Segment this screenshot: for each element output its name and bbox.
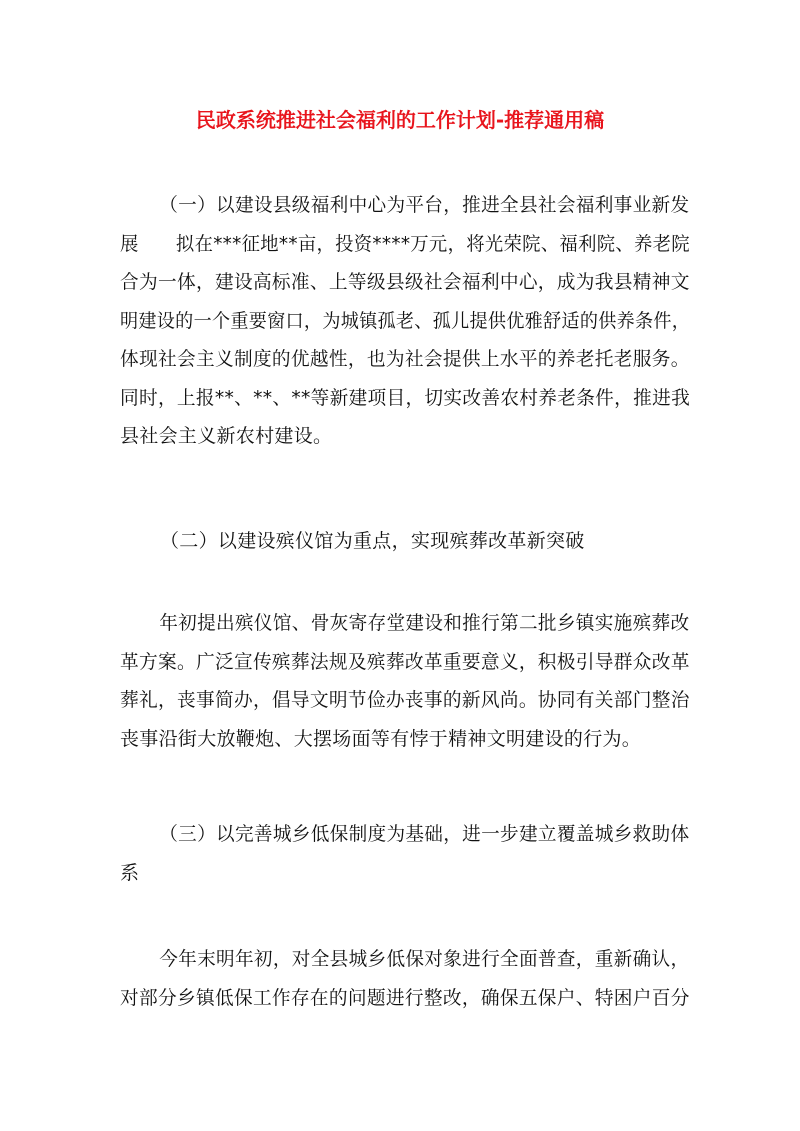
document-title: 民政系统推进社会福利的工作计划-推荐通用稿	[195, 108, 605, 132]
paragraph-2	[120, 522, 690, 561]
paragraph-line: 今年末明年初，对全县城乡低保对象进行全面普查，重新确认，	[159, 948, 690, 970]
paragraph-line: （一）以建设县级福利中心为平台，推进全县社会福利事业新发	[159, 194, 690, 216]
paragraph-line: 同时，上报**、**、**等新建项目，切实改善农村养老条件，推进我	[120, 386, 691, 409]
paragraph-line: （二）以建设殡仪馆为重点，实现殡葬改革新突破	[160, 530, 585, 552]
paragraph-line: 革方案。广泛宣传殡葬法规及殡葬改革重要意义，积极引导群众改革	[120, 650, 690, 673]
paragraph-line: 展 拟在***征地**亩，投资****万元，将光荣院、福利院、养老院	[120, 232, 690, 255]
paragraph-4	[120, 815, 690, 892]
paragraph-line: 对部分乡镇低保工作存在的问题进行整改，确保五保户、特困户百分	[120, 986, 690, 1009]
paragraph-line: 系	[120, 861, 140, 884]
paragraph-line: 年初提出殡仪馆、骨灰寄存堂建设和推行第二批乡镇实施殡葬改	[159, 612, 690, 634]
paragraph-line: 体现社会主义制度的优越性，也为社会提供上水平的养老托老服务。	[120, 348, 690, 370]
paragraph-line: 县社会主义新农村建设。	[120, 425, 333, 447]
paragraph-line: （三）以完善城乡低保制度为基础，进一步建立覆盖城乡救助体	[159, 823, 690, 845]
paragraph-line: 合为一体，建设高标准、上等级县级社会福利中心，成为我县精神文	[120, 271, 690, 293]
paragraph-5	[120, 940, 690, 1017]
paragraph-line: 明建设的一个重要窗口，为城镇孤老、孤儿提供优雅舒适的供养条件，	[120, 309, 691, 332]
paragraph-3	[120, 604, 690, 758]
paragraph-line: 丧事沿街大放鞭炮、大摆场面等有悖于精神文明建设的行为。	[120, 727, 642, 750]
paragraph-1	[120, 186, 690, 456]
paragraph-line: 葬礼，丧事简办，倡导文明节俭办丧事的新风尚。协同有关部门整治	[120, 689, 690, 711]
